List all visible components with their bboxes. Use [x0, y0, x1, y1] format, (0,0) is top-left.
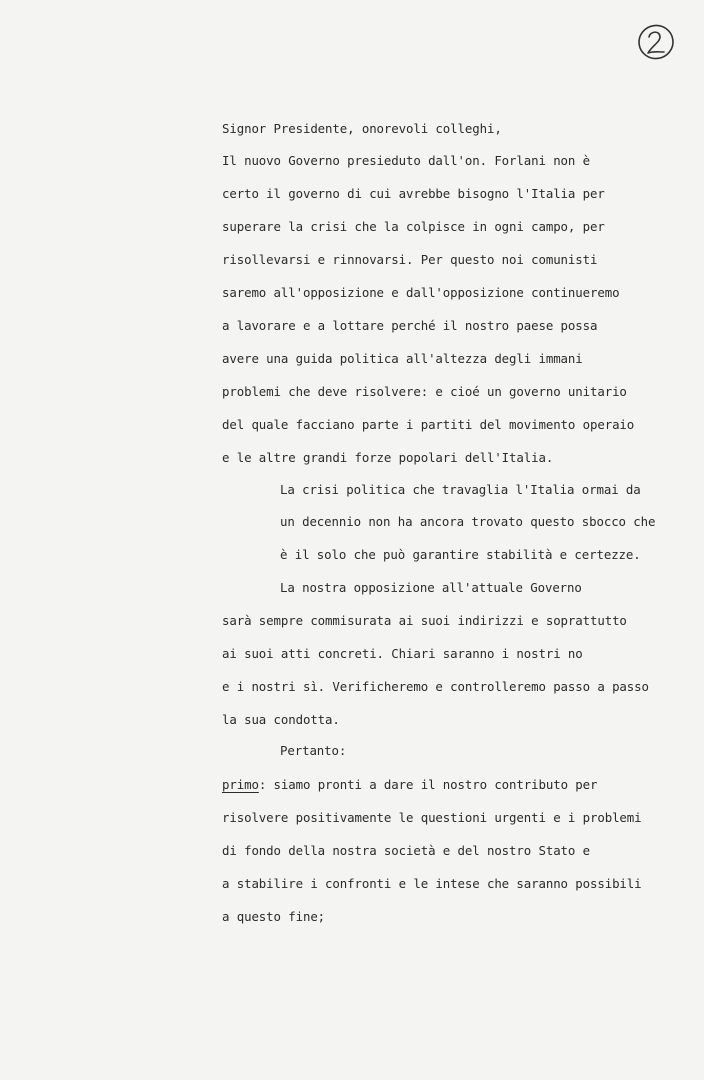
paragraph-1-line: avere una guida politica all'altezza degli immani	[222, 351, 583, 366]
paragraph-2-line: La crisi politica che travaglia l'Italia ormai da	[280, 482, 641, 497]
item-1-line: risolvere positivamente le questioni urgenti e i problemi	[222, 810, 642, 825]
paragraph-1-line: saremo all'opposizione e dall'opposizione continueremo	[222, 285, 620, 300]
paragraph-2-line: è il solo che può garantire stabilità e certezze.	[280, 547, 641, 562]
paragraph-1-line: risollevarsi e rinnovarsi. Per questo noi comunisti	[222, 252, 598, 267]
paragraph-3-line: ai suoi atti concreti. Chiari saranno i nostri no	[222, 646, 583, 661]
item-1-line: a stabilire i confronti e le intese che saranno possibili	[222, 876, 642, 891]
paragraph-1-line: certo il governo di cui avrebbe bisogno l'Italia per	[222, 186, 605, 201]
item-1-first-line	[222, 777, 597, 792]
paragraph-3-line: la sua condotta.	[222, 712, 340, 727]
item-1-text: : siamo pronti a dare il nostro contributo per	[258, 777, 598, 792]
salutation-line: Signor Presidente, onorevoli colleghi,	[222, 121, 502, 136]
pertanto-heading: Pertanto:	[280, 743, 347, 758]
paragraph-1-line: del quale facciano parte i partiti del movimento operaio	[222, 417, 635, 432]
item-1-label: primo	[222, 777, 259, 792]
paragraph-1-line: e le altre grandi forze popolari dell'Italia.	[222, 450, 554, 465]
handwritten-page-number	[636, 22, 676, 62]
item-1-line: a questo fine;	[222, 909, 326, 924]
paragraph-3-line: e i nostri sì. Verificheremo e controlleremo passo a passo	[222, 679, 649, 694]
paragraph-3-line: La nostra opposizione all'attuale Governo	[280, 580, 582, 595]
circled-number-two-mark	[636, 22, 676, 62]
paragraph-2-line: un decennio non ha ancora trovato questo sbocco che	[280, 514, 656, 529]
paragraph-1-line: Il nuovo Governo presieduto dall'on. Forlani non è	[222, 153, 590, 168]
paragraph-3-line: sarà sempre commisurata ai suoi indirizzi e soprattutto	[222, 613, 627, 628]
paragraph-1-line: a lavorare e a lottare perché il nostro paese possa	[222, 318, 598, 333]
paragraph-1-line: problemi che deve risolvere: e cioé un governo unitario	[222, 384, 627, 399]
paragraph-1-line: superare la crisi che la colpisce in ogni campo, per	[222, 219, 605, 234]
item-1-line: di fondo della nostra società e del nostro Stato e	[222, 843, 590, 858]
